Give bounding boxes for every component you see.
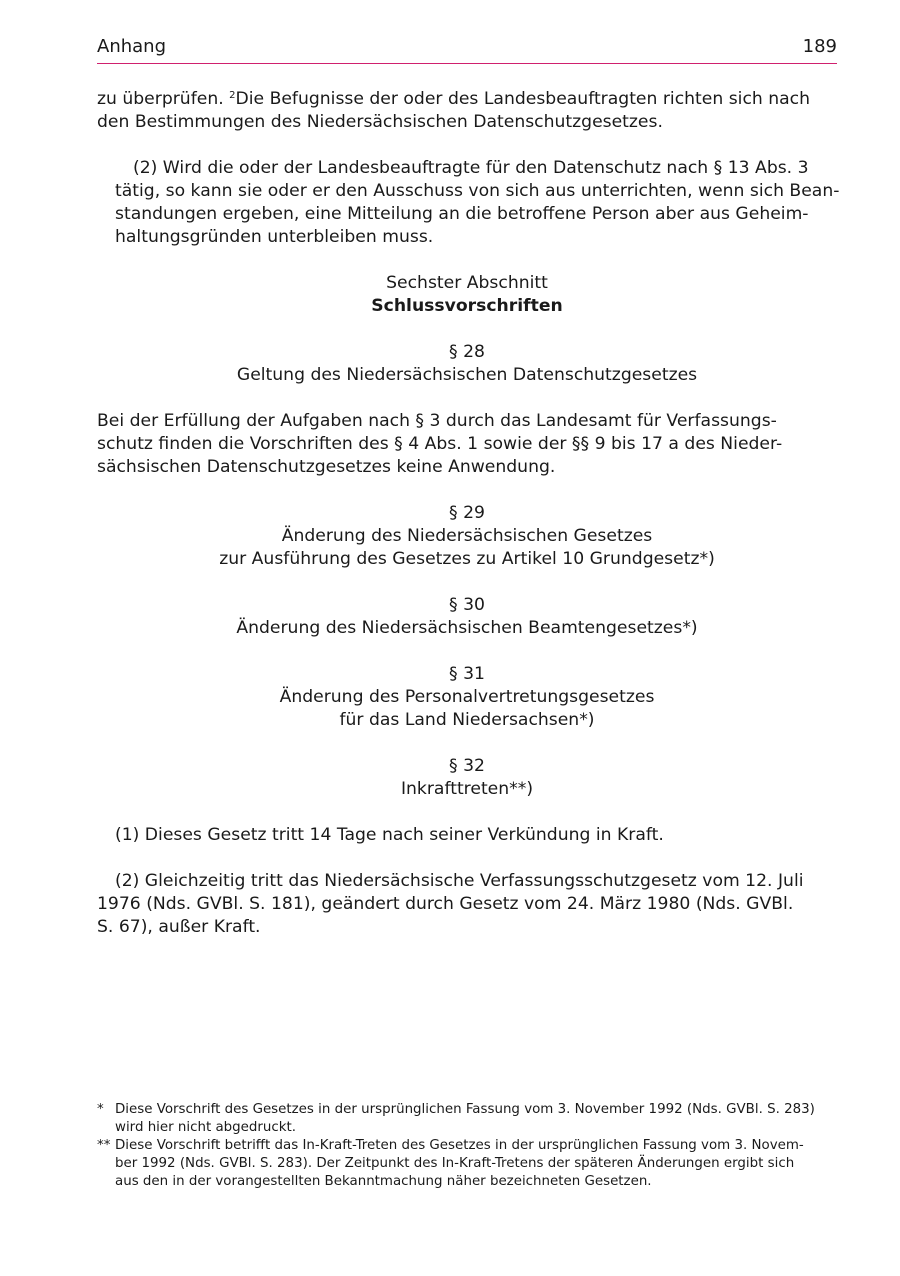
paragraph-title: für das Land Niedersachsen*): [339, 710, 595, 730]
header-section-title: Anhang: [97, 36, 166, 57]
footnote-line: Diese Vorschrift betrifft das In-Kraft-Treten des Gesetzes in der ursprünglichen Fassung vom 3. Novem-: [115, 1138, 804, 1153]
text-run: Die Befugnisse der oder des Landesbeauftragten richten sich nach: [235, 89, 811, 109]
paragraph-line: 1976 (Nds. GVBl. S. 181), geändert durch Gesetz vom 24. März 1980 (Nds. GVBl.: [97, 894, 794, 914]
header-divider: [97, 63, 837, 64]
paragraph-heading-30: [97, 594, 837, 640]
body-text: [97, 88, 840, 962]
paragraph-title: Änderung des Personalvertretungsgesetzes: [279, 687, 655, 707]
paragraph-32-2: [97, 870, 837, 939]
paragraph-heading-32: [97, 755, 837, 801]
footnote-line: Diese Vorschrift des Gesetzes in der ursprünglichen Fassung vom 3. November 1992 (Nds. GVBl. S. 283): [115, 1102, 815, 1117]
section-title: Schlussvorschriften: [371, 296, 563, 316]
paragraph-line: (2) Wird die oder der Landesbeauftragte für den Datenschutz nach § 13 Abs. 3: [133, 158, 809, 178]
footnote-line: ber 1992 (Nds. GVBl. S. 283). Der Zeitpunkt des In-Kraft-Tretens der späteren Änderungen ergibt sich: [115, 1156, 795, 1171]
paragraph-number: § 28: [449, 342, 485, 362]
paragraph-line: sächsischen Datenschutzgesetzes keine Anwendung.: [97, 457, 556, 477]
document-page: [97, 0, 840, 1276]
footnote-1: [97, 1101, 837, 1137]
paragraph-title: zur Ausführung des Gesetzes zu Artikel 10 Grundgesetz*): [219, 549, 715, 569]
footnotes: [97, 1101, 837, 1191]
footnote-line: wird hier nicht abgedruckt.: [115, 1120, 297, 1135]
paragraph-line: tätig, so kann sie oder er den Ausschuss von sich aus unterrichten, wenn sich Bean-: [115, 181, 840, 201]
paragraph-title: Inkrafttreten**): [400, 779, 534, 799]
paragraph-line: (1) Dieses Gesetz tritt 14 Tage nach seiner Verkündung in Kraft.: [115, 825, 664, 845]
running-header: [97, 36, 837, 60]
paragraph-line: [97, 88, 837, 111]
paragraph-2: [97, 157, 840, 249]
paragraph-title: Geltung des Niedersächsischen Datenschutzgesetzes: [236, 365, 698, 385]
paragraph-number: § 31: [449, 664, 485, 684]
sentence-number: 2: [229, 90, 236, 101]
section-number: Sechster Abschnitt: [386, 273, 548, 293]
paragraph-heading-29: [97, 502, 837, 571]
paragraph-title: Änderung des Niedersächsischen Beamtengesetzes*): [236, 618, 698, 638]
paragraph-line: haltungsgründen unterbleiben muss.: [115, 227, 434, 247]
paragraph-line: schutz finden die Vorschriften des § 4 Abs. 1 sowie der §§ 9 bis 17 a des Nieder-: [97, 434, 783, 454]
section-heading: [97, 272, 837, 318]
paragraph-line: (2) Gleichzeitig tritt das Niedersächsische Verfassungsschutzgesetz vom 12. Juli: [115, 871, 804, 891]
text-run: zu überprüfen.: [97, 89, 230, 109]
paragraph-28-text: [97, 410, 837, 479]
paragraph-number: § 32: [449, 756, 485, 776]
footnote-mark: **: [97, 1138, 111, 1153]
page-number: 189: [802, 36, 837, 57]
paragraph-line: den Bestimmungen des Niedersächsischen Datenschutzgesetzes.: [97, 112, 663, 132]
paragraph-number: § 30: [449, 595, 485, 615]
footnote-2: [97, 1137, 837, 1191]
paragraph-line: standungen ergeben, eine Mitteilung an die betroffene Person aber aus Geheim-: [115, 204, 809, 224]
footnote-mark: *: [97, 1102, 104, 1117]
paragraph-heading-28: [97, 341, 837, 387]
footnote-line: aus den in der vorangestellten Bekanntmachung näher bezeichneten Gesetzen.: [115, 1174, 652, 1189]
paragraph-heading-31: [97, 663, 837, 732]
paragraph-number: § 29: [449, 503, 485, 523]
paragraph-title: Änderung des Niedersächsischen Gesetzes: [281, 526, 653, 546]
paragraph-32-1: [97, 824, 837, 847]
paragraph-line: Bei der Erfüllung der Aufgaben nach § 3 durch das Landesamt für Verfassungs-: [97, 411, 777, 431]
paragraph-line: S. 67), außer Kraft.: [97, 917, 261, 937]
paragraph-continuation: [97, 88, 837, 134]
